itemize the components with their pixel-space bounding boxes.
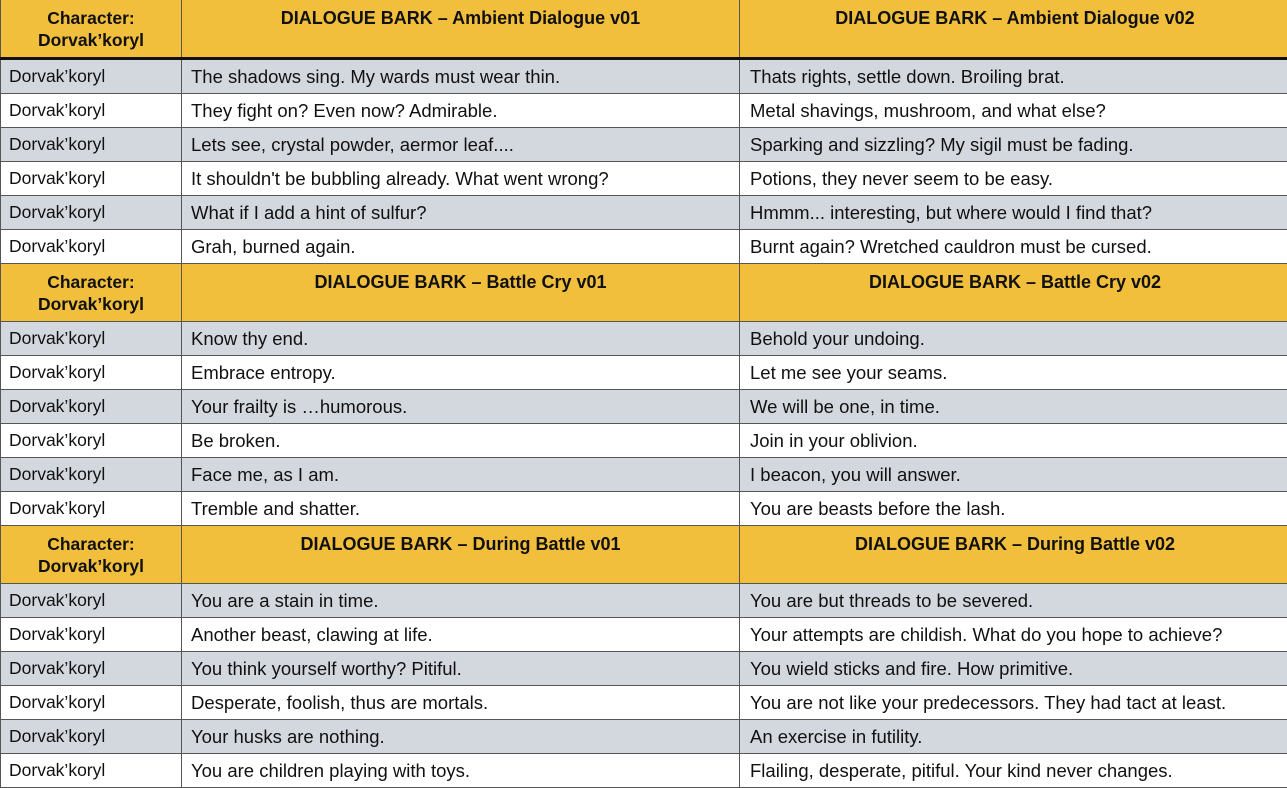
dialogue-v02-cell[interactable]: You are not like your predecessors. They had tact at least. [740, 686, 1287, 720]
dialogue-v01-cell[interactable]: Grah, burned again. [182, 230, 740, 264]
table-row [1, 652, 1287, 686]
character-name-cell[interactable]: Dorvak’koryl [1, 618, 182, 652]
table-row [1, 162, 1287, 196]
dialogue-v02-cell[interactable]: Burnt again? Wretched cauldron must be cursed. [740, 230, 1287, 264]
character-name-cell[interactable]: Dorvak’koryl [1, 128, 182, 162]
character-label: Character: [1, 271, 181, 293]
character-name: Dorvak’koryl [1, 293, 181, 315]
character-name-cell[interactable]: Dorvak’koryl [1, 584, 182, 618]
character-name-cell[interactable]: Dorvak’koryl [1, 652, 182, 686]
dialogue-v01-cell[interactable]: It shouldn't be bubbling already. What went wrong? [182, 162, 740, 196]
table-row [1, 754, 1287, 788]
dialogue-v01-cell[interactable]: The shadows sing. My wards must wear thin. [182, 59, 740, 94]
dialogue-v02-cell[interactable]: An exercise in futility. [740, 720, 1287, 754]
dialogue-v01-cell[interactable]: You are children playing with toys. [182, 754, 740, 788]
dialogue-v01-cell[interactable]: They fight on? Even now? Admirable. [182, 94, 740, 128]
dialogue-v02-cell[interactable]: We will be one, in time. [740, 390, 1287, 424]
dialogue-v02-cell[interactable]: Thats rights, settle down. Broiling brat. [740, 59, 1287, 94]
table-row [1, 322, 1287, 356]
table-row [1, 94, 1287, 128]
character-name-cell[interactable]: Dorvak’koryl [1, 94, 182, 128]
dialogue-v02-cell[interactable]: Sparking and sizzling? My sigil must be fading. [740, 128, 1287, 162]
character-name-cell[interactable]: Dorvak’koryl [1, 424, 182, 458]
table-row [1, 458, 1287, 492]
bark-v01-header-cell[interactable]: DIALOGUE BARK – Ambient Dialogue v01 [182, 0, 740, 59]
character-header-cell[interactable] [1, 0, 182, 59]
dialogue-v01-cell[interactable]: Your frailty is …humorous. [182, 390, 740, 424]
character-label: Character: [1, 7, 181, 29]
dialogue-v01-cell[interactable]: Face me, as I am. [182, 458, 740, 492]
section-header-row [1, 526, 1287, 584]
table-row [1, 390, 1287, 424]
character-name: Dorvak’koryl [1, 29, 181, 51]
character-name-cell[interactable]: Dorvak’koryl [1, 390, 182, 424]
bark-v02-header-cell[interactable]: DIALOGUE BARK – Battle Cry v02 [740, 264, 1287, 322]
character-header-cell[interactable] [1, 264, 182, 322]
dialogue-v02-cell[interactable]: Hmmm... interesting, but where would I find that? [740, 196, 1287, 230]
dialogue-v02-cell[interactable]: You are but threads to be severed. [740, 584, 1287, 618]
table-row [1, 356, 1287, 390]
table-row [1, 686, 1287, 720]
character-name-cell[interactable]: Dorvak’koryl [1, 230, 182, 264]
character-name-cell[interactable]: Dorvak’koryl [1, 196, 182, 230]
table-row [1, 424, 1287, 458]
dialogue-v02-cell[interactable]: You wield sticks and fire. How primitive. [740, 652, 1287, 686]
bark-v02-header-cell[interactable]: DIALOGUE BARK – During Battle v02 [740, 526, 1287, 584]
dialogue-v01-cell[interactable]: Be broken. [182, 424, 740, 458]
dialogue-v02-cell[interactable]: Metal shavings, mushroom, and what else? [740, 94, 1287, 128]
bark-v02-header-cell[interactable]: DIALOGUE BARK – Ambient Dialogue v02 [740, 0, 1287, 59]
character-name-cell[interactable]: Dorvak’koryl [1, 458, 182, 492]
dialogue-v01-cell[interactable]: Embrace entropy. [182, 356, 740, 390]
dialogue-v02-cell[interactable]: Behold your undoing. [740, 322, 1287, 356]
dialogue-v02-cell[interactable]: Your attempts are childish. What do you hope to achieve? [740, 618, 1287, 652]
table-row [1, 196, 1287, 230]
dialogue-v02-cell[interactable]: Join in your oblivion. [740, 424, 1287, 458]
character-name-cell[interactable]: Dorvak’koryl [1, 492, 182, 526]
table-row [1, 584, 1287, 618]
character-name-cell[interactable]: Dorvak’koryl [1, 322, 182, 356]
character-name-cell[interactable]: Dorvak’koryl [1, 162, 182, 196]
table-row [1, 720, 1287, 754]
dialogue-v01-cell[interactable]: Desperate, foolish, thus are mortals. [182, 686, 740, 720]
dialogue-v01-cell[interactable]: Tremble and shatter. [182, 492, 740, 526]
bark-v01-header-cell[interactable]: DIALOGUE BARK – During Battle v01 [182, 526, 740, 584]
table-row [1, 230, 1287, 264]
dialogue-table-body [1, 0, 1287, 788]
dialogue-v02-cell[interactable]: Flailing, desperate, pitiful. Your kind never changes. [740, 754, 1287, 788]
dialogue-v01-cell[interactable]: Lets see, crystal powder, aermor leaf.... [182, 128, 740, 162]
table-row [1, 618, 1287, 652]
dialogue-v01-cell[interactable]: Another beast, clawing at life. [182, 618, 740, 652]
dialogue-v02-cell[interactable]: Potions, they never seem to be easy. [740, 162, 1287, 196]
dialogue-v02-cell[interactable]: You are beasts before the lash. [740, 492, 1287, 526]
dialogue-v01-cell[interactable]: Your husks are nothing. [182, 720, 740, 754]
character-header-cell[interactable] [1, 526, 182, 584]
section-header-row [1, 0, 1287, 59]
table-row [1, 492, 1287, 526]
dialogue-v01-cell[interactable]: What if I add a hint of sulfur? [182, 196, 740, 230]
character-name-cell[interactable]: Dorvak’koryl [1, 356, 182, 390]
character-name-cell[interactable]: Dorvak’koryl [1, 720, 182, 754]
character-name-cell[interactable]: Dorvak’koryl [1, 754, 182, 788]
dialogue-v01-cell[interactable]: Know thy end. [182, 322, 740, 356]
character-name-cell[interactable]: Dorvak’koryl [1, 686, 182, 720]
dialogue-v01-cell[interactable]: You think yourself worthy? Pitiful. [182, 652, 740, 686]
table-row [1, 59, 1287, 94]
dialogue-v01-cell[interactable]: You are a stain in time. [182, 584, 740, 618]
character-name: Dorvak’koryl [1, 555, 181, 577]
character-label: Character: [1, 533, 181, 555]
table-row [1, 128, 1287, 162]
character-name-cell[interactable]: Dorvak’koryl [1, 59, 182, 94]
dialogue-v02-cell[interactable]: I beacon, you will answer. [740, 458, 1287, 492]
dialogue-v02-cell[interactable]: Let me see your seams. [740, 356, 1287, 390]
bark-v01-header-cell[interactable]: DIALOGUE BARK – Battle Cry v01 [182, 264, 740, 322]
section-header-row [1, 264, 1287, 322]
